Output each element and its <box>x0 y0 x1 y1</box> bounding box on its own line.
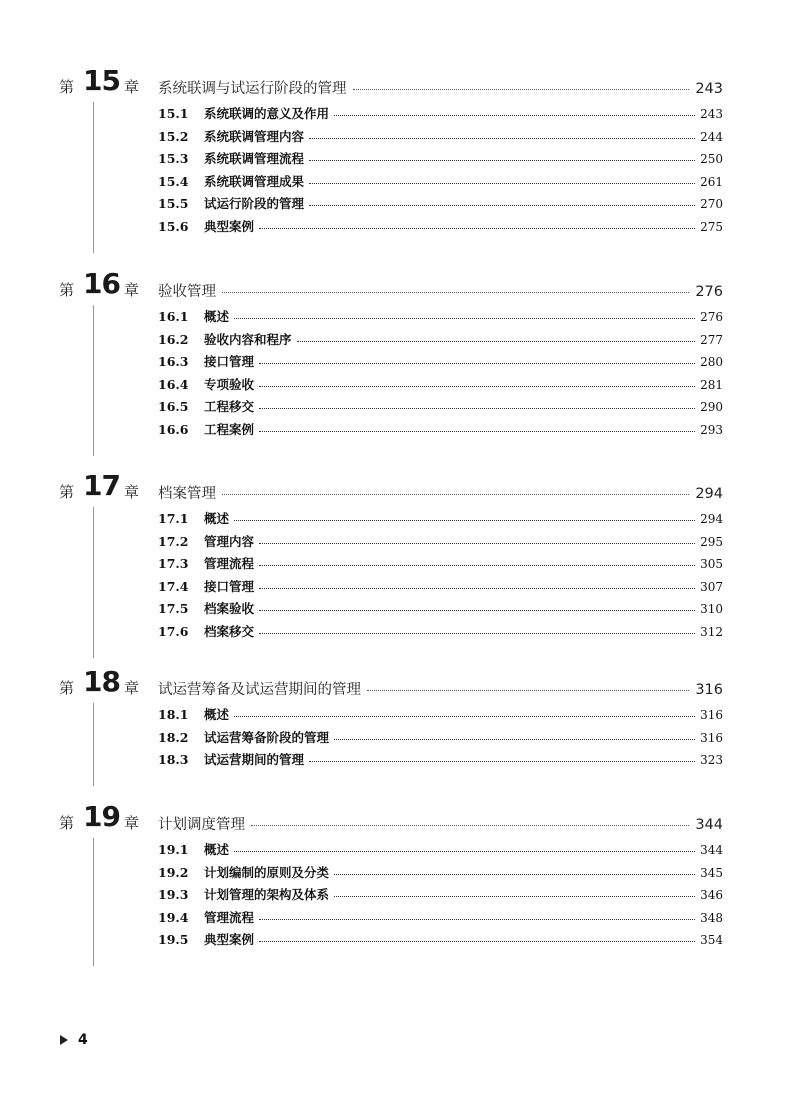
section-list <box>0 104 790 240</box>
chapter-prefix: 第 <box>59 78 75 96</box>
section-entry[interactable] <box>158 750 723 773</box>
section-page-number: 295 <box>700 534 723 549</box>
dot-leader <box>297 341 696 342</box>
chapter-page-number: 243 <box>695 81 723 97</box>
section-page-number: 316 <box>700 730 723 745</box>
section-number: 16.6 <box>158 421 189 437</box>
section-number: 17.6 <box>158 623 189 639</box>
section-entry[interactable] <box>158 728 723 751</box>
section-entry[interactable] <box>158 217 723 240</box>
section-number: 19.3 <box>158 887 189 903</box>
chapter-heading[interactable] <box>0 665 790 705</box>
section-number: 19.5 <box>158 932 189 948</box>
section-title: 概述 <box>204 707 230 722</box>
chapter-page-number: 316 <box>695 682 723 698</box>
dot-leader <box>222 292 689 293</box>
chapter-block <box>0 267 790 437</box>
chapter-title: 验收管理 <box>158 284 216 300</box>
section-page-number: 275 <box>700 219 723 234</box>
section-page-number: 305 <box>700 557 723 572</box>
chapter-title-row <box>158 77 723 98</box>
dot-leader <box>334 896 695 897</box>
section-title: 系统联调管理成果 <box>204 173 305 189</box>
chapter-suffix: 章 <box>124 679 140 697</box>
section-entry[interactable] <box>158 194 723 217</box>
section-number: 16.5 <box>158 399 189 415</box>
dot-leader <box>234 716 695 717</box>
dot-leader <box>367 690 689 691</box>
chapter-title-row <box>158 280 723 301</box>
page-number: 4 <box>78 1032 88 1048</box>
section-entry[interactable] <box>158 840 723 863</box>
chapter-suffix: 章 <box>124 483 140 501</box>
section-list <box>0 307 790 443</box>
chapter-heading[interactable] <box>0 469 790 509</box>
section-number: 15.6 <box>158 218 189 234</box>
chapter-number: 16 <box>83 267 120 300</box>
section-entry[interactable] <box>158 705 723 728</box>
chapter-title: 档案管理 <box>158 486 216 502</box>
section-title: 典型案例 <box>204 932 255 948</box>
section-title: 验收内容和程序 <box>204 331 292 347</box>
chapter-prefix: 第 <box>59 483 75 501</box>
dot-leader <box>259 386 695 387</box>
section-page-number: 348 <box>700 910 723 925</box>
section-number: 16.1 <box>158 309 189 324</box>
chapter-heading[interactable] <box>0 267 790 307</box>
section-title: 管理流程 <box>204 909 255 925</box>
chapter-block <box>0 800 790 948</box>
chapter-title-row <box>158 813 723 834</box>
section-title: 计划编制的原则及分类 <box>204 864 330 880</box>
chapter-title-row <box>158 482 723 503</box>
chapter-suffix: 章 <box>124 78 140 96</box>
section-title: 管理内容 <box>204 533 255 549</box>
section-page-number: 290 <box>700 400 723 415</box>
chapter-title-row <box>158 678 723 699</box>
section-number: 15.4 <box>158 173 189 189</box>
section-entry[interactable] <box>158 509 723 532</box>
chapter-prefix: 第 <box>59 281 75 299</box>
dot-leader <box>309 205 695 206</box>
section-entry[interactable] <box>158 885 723 908</box>
section-entry[interactable] <box>158 554 723 577</box>
dot-leader <box>259 543 695 544</box>
dot-leader <box>234 851 695 852</box>
section-entry[interactable] <box>158 330 723 353</box>
section-page-number: 244 <box>700 129 723 144</box>
chapter-heading[interactable] <box>0 64 790 104</box>
dot-leader <box>259 588 695 589</box>
section-entry[interactable] <box>158 622 723 645</box>
section-entry[interactable] <box>158 307 723 330</box>
dot-leader <box>222 494 689 495</box>
section-title: 工程移交 <box>204 399 255 415</box>
section-title: 系统联调的意义及作用 <box>204 106 330 121</box>
section-number: 16.2 <box>158 331 189 347</box>
section-title: 接口管理 <box>204 578 255 594</box>
chapter-number: 19 <box>83 800 120 833</box>
section-entry[interactable] <box>158 149 723 172</box>
section-title: 工程案例 <box>204 421 255 437</box>
section-number: 16.3 <box>158 354 189 370</box>
section-page-number: 354 <box>700 933 723 948</box>
section-page-number: 346 <box>700 888 723 903</box>
section-title: 档案移交 <box>204 623 255 639</box>
chapter-title: 系统联调与试运行阶段的管理 <box>158 81 347 97</box>
chapter-number: 15 <box>83 64 120 97</box>
section-page-number: 250 <box>700 152 723 167</box>
section-entry[interactable] <box>158 863 723 886</box>
section-page-number: 270 <box>700 197 723 212</box>
dot-leader <box>259 633 695 634</box>
chapter-block <box>0 64 790 234</box>
chapter-number: 18 <box>83 665 120 698</box>
section-title: 概述 <box>204 842 230 857</box>
dot-leader <box>334 739 695 740</box>
section-title: 档案验收 <box>204 601 255 617</box>
dot-leader <box>259 919 695 920</box>
chapter-page-number: 276 <box>695 284 723 300</box>
section-number: 18.3 <box>158 752 189 768</box>
chapter-title: 计划调度管理 <box>158 817 245 833</box>
section-list <box>0 509 790 645</box>
chapter-block <box>0 469 790 639</box>
chapter-page-number: 344 <box>695 817 723 833</box>
section-number: 17.5 <box>158 601 189 617</box>
section-entry[interactable] <box>158 599 723 622</box>
section-entry[interactable] <box>158 104 723 127</box>
section-number: 17.1 <box>158 511 189 526</box>
section-list <box>0 840 790 953</box>
section-entry[interactable] <box>158 908 723 931</box>
chapter-heading[interactable] <box>0 800 790 840</box>
dot-leader <box>259 431 695 432</box>
section-number: 16.4 <box>158 376 189 392</box>
section-entry[interactable] <box>158 375 723 398</box>
section-entry[interactable] <box>158 930 723 953</box>
chapter-suffix: 章 <box>124 281 140 299</box>
section-list <box>0 705 790 773</box>
section-page-number: 316 <box>700 708 723 722</box>
section-number: 15.5 <box>158 196 189 212</box>
section-page-number: 310 <box>700 602 723 617</box>
section-title: 计划管理的架构及体系 <box>204 887 330 903</box>
section-title: 概述 <box>204 511 230 526</box>
section-page-number: 293 <box>700 422 723 437</box>
chapter-prefix: 第 <box>59 814 75 832</box>
section-entry[interactable] <box>158 420 723 443</box>
dot-leader <box>353 89 690 90</box>
section-title: 管理流程 <box>204 556 255 572</box>
page-footer <box>60 1032 88 1048</box>
dot-leader <box>334 115 695 116</box>
dot-leader <box>234 318 695 319</box>
section-number: 15.1 <box>158 106 189 121</box>
section-number: 19.2 <box>158 864 189 880</box>
section-title: 试运行阶段的管理 <box>204 196 305 212</box>
dot-leader <box>309 761 695 762</box>
section-page-number: 281 <box>700 377 723 392</box>
section-number: 15.3 <box>158 151 189 167</box>
section-number: 19.1 <box>158 842 189 857</box>
triangle-right-icon <box>60 1035 68 1045</box>
section-number: 15.2 <box>158 128 189 144</box>
section-title: 试运营筹备阶段的管理 <box>204 729 330 745</box>
chapter-block <box>0 665 790 768</box>
dot-leader <box>334 874 695 875</box>
chapter-page-number: 294 <box>695 486 723 502</box>
section-number: 17.2 <box>158 533 189 549</box>
section-entry[interactable] <box>158 577 723 600</box>
dot-leader <box>259 228 695 229</box>
section-page-number: 243 <box>700 107 723 121</box>
section-title: 系统联调管理流程 <box>204 151 305 167</box>
section-page-number: 323 <box>700 753 723 768</box>
dot-leader <box>309 160 695 161</box>
dot-leader <box>259 610 695 611</box>
section-entry[interactable] <box>158 172 723 195</box>
section-page-number: 312 <box>700 624 723 639</box>
section-title: 系统联调管理内容 <box>204 128 305 144</box>
section-number: 17.4 <box>158 578 189 594</box>
section-number: 19.4 <box>158 909 189 925</box>
section-title: 试运营期间的管理 <box>204 752 305 768</box>
chapter-suffix: 章 <box>124 814 140 832</box>
section-page-number: 344 <box>700 843 723 857</box>
section-entry[interactable] <box>158 127 723 150</box>
section-number: 17.3 <box>158 556 189 572</box>
section-page-number: 280 <box>700 355 723 370</box>
section-title: 专项验收 <box>204 376 255 392</box>
section-entry[interactable] <box>158 352 723 375</box>
chapter-title: 试运营筹备及试运营期间的管理 <box>158 682 361 698</box>
dot-leader <box>309 183 695 184</box>
dot-leader <box>259 363 695 364</box>
chapter-prefix: 第 <box>59 679 75 697</box>
section-title: 接口管理 <box>204 354 255 370</box>
chapter-number: 17 <box>83 469 120 502</box>
section-page-number: 276 <box>700 310 723 324</box>
section-entry[interactable] <box>158 532 723 555</box>
section-page-number: 307 <box>700 579 723 594</box>
section-page-number: 277 <box>700 332 723 347</box>
dot-leader <box>259 408 695 409</box>
section-entry[interactable] <box>158 397 723 420</box>
section-page-number: 261 <box>700 174 723 189</box>
section-title: 典型案例 <box>204 218 255 234</box>
section-page-number: 345 <box>700 865 723 880</box>
section-number: 18.1 <box>158 707 189 722</box>
dot-leader <box>234 520 695 521</box>
dot-leader <box>309 138 695 139</box>
dot-leader <box>259 565 695 566</box>
dot-leader <box>259 941 695 942</box>
section-number: 18.2 <box>158 729 189 745</box>
section-page-number: 294 <box>700 512 723 526</box>
section-title: 概述 <box>204 309 230 324</box>
dot-leader <box>251 825 689 826</box>
